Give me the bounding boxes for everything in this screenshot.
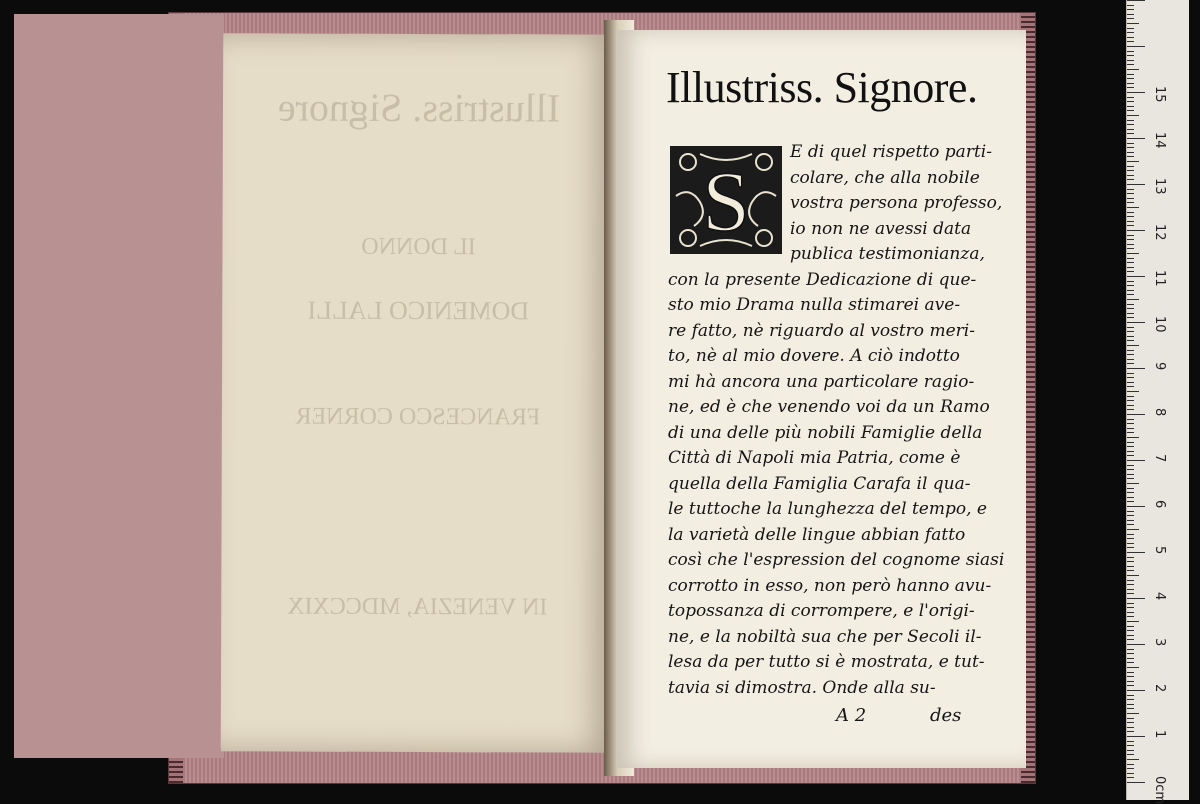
text-line: con la presente Dedicazione di que- — [668, 269, 977, 290]
ruler-tick — [1127, 658, 1134, 659]
ruler-tick — [1127, 41, 1134, 42]
ruler-tick — [1127, 253, 1139, 254]
ruler-tick — [1127, 400, 1134, 401]
ruler-tick — [1127, 386, 1134, 387]
ruler-label: 12 — [1152, 224, 1167, 241]
ruler-tick — [1127, 741, 1134, 742]
ruler-tick — [1127, 244, 1134, 245]
ruler-tick — [1127, 170, 1134, 171]
ruler-tick — [1127, 14, 1134, 15]
text-line: publica testimonianza, — [790, 244, 985, 264]
showthrough-line: DOMENICO LALLI — [307, 295, 530, 326]
showthrough-line: Illustriss. Signore — [277, 84, 561, 131]
ruler-tick — [1127, 736, 1145, 737]
ruler-label: 8 — [1152, 408, 1167, 417]
ruler-tick — [1127, 731, 1134, 732]
ruler-tick — [1127, 409, 1134, 410]
ruler-tick — [1127, 0, 1145, 1]
ruler-tick — [1127, 262, 1134, 263]
ruler-tick — [1127, 78, 1134, 79]
ruler-tick — [1127, 327, 1134, 328]
ruler-tick — [1127, 432, 1134, 433]
ruler-tick — [1127, 189, 1134, 190]
ruler-tick — [1127, 782, 1145, 783]
ruler-tick — [1127, 764, 1134, 765]
ruler-tick — [1127, 304, 1134, 305]
ruler-tick — [1127, 110, 1134, 111]
text-line: così che l'espression del cognome siasi — [668, 550, 1005, 570]
ruler-tick — [1127, 285, 1134, 286]
ruler-tick — [1127, 630, 1134, 631]
ruler-tick — [1127, 423, 1134, 424]
ruler-tick — [1127, 511, 1134, 512]
ruler-label: 13 — [1152, 178, 1167, 195]
ruler-tick — [1127, 580, 1134, 581]
ruler-label: 9 — [1152, 362, 1167, 371]
ruler-tick — [1127, 570, 1134, 571]
ruler-tick — [1127, 626, 1134, 627]
ruler-label: 6 — [1152, 500, 1167, 509]
ruler-tick — [1127, 152, 1134, 153]
showthrough-line: IN VENEZIA, MDCCXIX — [287, 593, 548, 621]
ruler-tick — [1127, 184, 1145, 185]
ruler-tick — [1127, 143, 1134, 144]
ruler-tick — [1127, 635, 1134, 636]
ruler-tick — [1127, 294, 1134, 295]
ruler-tick — [1127, 497, 1134, 498]
ruler-tick — [1127, 308, 1134, 309]
ruler-tick — [1127, 212, 1134, 213]
text-line: sto mio Drama nulla stimarei ave- — [668, 295, 961, 315]
measuring-ruler — [1126, 0, 1189, 804]
drop-cap-letter: S — [702, 153, 750, 249]
ruler-tick — [1127, 607, 1134, 608]
ruler-tick — [1127, 492, 1134, 493]
ruler-label: 3 — [1152, 638, 1167, 647]
ruler-tick — [1127, 524, 1134, 525]
ruler-tick — [1127, 460, 1145, 461]
ruler-tick — [1127, 469, 1134, 470]
text-line: mi hà ancora una particolare ragio- — [668, 371, 975, 392]
ruler-tick — [1127, 377, 1134, 378]
ruler-tick — [1127, 598, 1145, 599]
ruler-tick — [1127, 704, 1134, 705]
ruler-tick — [1127, 281, 1134, 282]
ruler-tick — [1127, 552, 1145, 553]
ruler-label: 11 — [1152, 270, 1167, 287]
ruler-tick — [1127, 106, 1134, 107]
ruler-tick — [1127, 759, 1139, 760]
ruler-tick — [1127, 722, 1134, 723]
ruler-tick — [1127, 37, 1134, 38]
ruler-tick — [1127, 83, 1134, 84]
ruler-tick — [1127, 368, 1145, 369]
ruler-tick — [1127, 612, 1134, 613]
ruler-tick — [1127, 120, 1134, 121]
ruler-tick — [1127, 175, 1134, 176]
ruler-tick — [1127, 202, 1134, 203]
signature-mark: A 2 — [836, 705, 867, 726]
ruler-tick — [1127, 451, 1134, 452]
ruler-tick — [1127, 336, 1134, 337]
text-line: to, nè al mio dovere. A ciò indotto — [668, 346, 960, 366]
ruler-label: 14 — [1152, 132, 1167, 149]
ruler-tick — [1127, 322, 1145, 323]
ruler-tick — [1127, 340, 1134, 341]
ruler-tick — [1127, 685, 1134, 686]
ruler-tick — [1127, 543, 1134, 544]
ruler-tick — [1127, 51, 1134, 52]
ruler-tick — [1127, 92, 1145, 93]
ruler-tick — [1127, 299, 1139, 300]
ruler-tick — [1127, 147, 1134, 148]
drop-cap-initial — [670, 146, 782, 254]
text-line: la varietà delle lingue abbian fatto — [668, 524, 966, 545]
ruler-tick — [1127, 87, 1134, 88]
ruler-tick — [1127, 547, 1134, 548]
ruler-tick — [1127, 676, 1134, 677]
ruler-tick — [1127, 681, 1134, 682]
ruler-tick — [1127, 727, 1134, 728]
ruler-tick — [1127, 216, 1134, 217]
ruler-tick — [1127, 538, 1134, 539]
ruler-tick — [1127, 193, 1134, 194]
ruler-tick — [1127, 124, 1134, 125]
ruler-tick — [1127, 290, 1134, 291]
ruler-tick — [1127, 354, 1134, 355]
left-page — [221, 33, 616, 752]
ruler-tick — [1127, 690, 1145, 691]
ruler-tick — [1127, 534, 1134, 535]
text-line: topossanza di corrompere, e l'origi- — [668, 601, 975, 621]
ruler-tick — [1127, 161, 1139, 162]
ruler-tick — [1127, 478, 1134, 479]
ruler-tick — [1127, 662, 1134, 663]
ruler-tick — [1127, 18, 1134, 19]
ruler-tick — [1127, 750, 1134, 751]
ruler-tick — [1127, 69, 1139, 70]
floral-ornament-icon — [670, 146, 782, 254]
catchword: des — [930, 705, 962, 726]
ruler-tick — [1127, 60, 1134, 61]
text-line: vostra persona professo, — [790, 193, 1003, 213]
ruler-tick — [1127, 754, 1134, 755]
text-line: lesa da per tutto si è mostrata, e tut- — [668, 652, 985, 672]
ruler-tick — [1127, 593, 1134, 594]
ruler-tick — [1127, 474, 1134, 475]
ruler-label: 1 — [1152, 730, 1167, 739]
ruler-tick — [1127, 225, 1134, 226]
ruler-tick — [1127, 271, 1134, 272]
ruler-tick — [1127, 133, 1134, 134]
text-line: colare, che alla nobile — [790, 167, 980, 188]
showthrough-line: IL DONNO — [361, 233, 476, 261]
ruler-tick — [1127, 483, 1139, 484]
text-line: io non ne avessi data — [790, 218, 972, 239]
inner-cover-lining — [14, 14, 224, 758]
text-line: ne, e la nobiltà sua che per Secoli il- — [668, 626, 982, 647]
ruler-tick — [1127, 331, 1134, 332]
ruler-tick — [1127, 667, 1139, 668]
ruler-tick — [1127, 32, 1134, 33]
ruler-tick — [1127, 156, 1134, 157]
ruler-label: 10 — [1152, 316, 1167, 333]
ruler-tick — [1127, 584, 1134, 585]
ruler-tick — [1127, 267, 1134, 268]
ruler-label: 4 — [1152, 592, 1167, 601]
text-line: le tuttoche la lunghezza del tempo, e — [668, 499, 987, 519]
ruler-tick — [1127, 649, 1134, 650]
ruler-tick — [1127, 28, 1134, 29]
ruler-tick — [1127, 363, 1134, 364]
text-line: E di quel rispetto parti- — [790, 142, 992, 162]
ruler-tick — [1127, 566, 1134, 567]
ruler-tick — [1127, 221, 1134, 222]
ruler-tick — [1127, 699, 1134, 700]
ruler-tick — [1127, 437, 1139, 438]
ruler-tick — [1127, 350, 1134, 351]
ruler-tick — [1127, 248, 1134, 249]
ruler-tick — [1127, 313, 1134, 314]
ruler-tick — [1127, 419, 1134, 420]
ruler-tick — [1127, 235, 1134, 236]
ruler-tick — [1127, 46, 1145, 47]
ruler-tick — [1127, 166, 1134, 167]
ruler-tick — [1127, 428, 1134, 429]
ruler-tick — [1127, 179, 1134, 180]
ruler-tick — [1127, 653, 1134, 654]
ruler-tick — [1127, 382, 1134, 383]
ruler-tick — [1127, 138, 1145, 139]
ruler-tick — [1127, 777, 1134, 778]
text-line: re fatto, nè riguardo al vostro meri- — [668, 320, 975, 341]
ruler-tick — [1127, 773, 1134, 774]
ruler-tick — [1127, 258, 1134, 259]
ruler-tick — [1127, 317, 1134, 318]
text-line: Città di Napoli mia Patria, come è — [668, 448, 961, 468]
ruler-label: 2 — [1152, 684, 1167, 693]
ruler-tick — [1127, 23, 1139, 24]
ruler-label: 0cm — [1152, 776, 1167, 804]
text-line: corrotto in esso, non però hanno avu- — [668, 575, 992, 596]
ruler-tick — [1127, 501, 1134, 502]
text-line: di una delle più nobili Famiglie della — [668, 422, 983, 443]
ruler-tick — [1127, 64, 1134, 65]
ruler-tick — [1127, 745, 1134, 746]
ruler-tick — [1127, 359, 1134, 360]
ruler-tick — [1127, 345, 1139, 346]
ruler-tick — [1127, 561, 1134, 562]
ruler-tick — [1127, 768, 1134, 769]
ruler-tick — [1127, 239, 1134, 240]
ruler-tick — [1127, 55, 1134, 56]
ruler-label: 7 — [1152, 454, 1167, 463]
ruler-tick — [1127, 506, 1145, 507]
ruler-tick — [1127, 708, 1134, 709]
ruler-tick — [1127, 672, 1134, 673]
ruler-tick — [1127, 557, 1134, 558]
text-line: ne, ed è che venendo voi da un Ramo — [668, 397, 990, 417]
ruler-tick — [1127, 101, 1134, 102]
page-heading: Illustriss. Signore. — [666, 63, 978, 112]
ruler-tick — [1127, 198, 1134, 199]
ruler-tick — [1127, 515, 1134, 516]
ruler-tick — [1127, 713, 1139, 714]
ruler-tick — [1127, 603, 1134, 604]
ruler-tick — [1127, 455, 1134, 456]
ruler-tick — [1127, 9, 1134, 10]
ruler-tick — [1127, 5, 1134, 6]
ruler-tick — [1127, 115, 1139, 116]
ruler-tick — [1127, 405, 1134, 406]
ruler-tick — [1127, 695, 1134, 696]
ruler-tick — [1127, 414, 1145, 415]
ruler-tick — [1127, 520, 1134, 521]
ruler-tick — [1127, 129, 1134, 130]
text-line: quella della Famiglia Carafa il qua- — [668, 473, 971, 494]
showthrough-line: FRANCESCO CORNER — [295, 403, 541, 431]
ruler-tick — [1127, 74, 1134, 75]
ruler-tick — [1127, 529, 1139, 530]
ruler-tick — [1127, 391, 1139, 392]
ruler-tick — [1127, 207, 1139, 208]
ruler-tick — [1127, 621, 1139, 622]
ruler-tick — [1127, 488, 1134, 489]
ruler-tick — [1127, 616, 1134, 617]
ruler-tick — [1127, 639, 1134, 640]
ruler-tick — [1127, 373, 1134, 374]
ruler-tick — [1127, 230, 1145, 231]
ruler-tick — [1127, 442, 1134, 443]
ruler-tick — [1127, 718, 1134, 719]
ruler-label: 5 — [1152, 546, 1167, 555]
ruler-tick — [1127, 97, 1134, 98]
ruler-tick — [1127, 446, 1134, 447]
ruler-tick — [1127, 589, 1134, 590]
ruler-tick — [1127, 396, 1134, 397]
ruler-label: 15 — [1152, 86, 1167, 103]
text-line: tavia si dimostra. Onde alla su- — [668, 677, 936, 698]
ruler-tick — [1127, 644, 1145, 645]
ruler-tick — [1127, 465, 1134, 466]
ruler-tick — [1127, 575, 1139, 576]
ruler-tick — [1127, 276, 1145, 277]
